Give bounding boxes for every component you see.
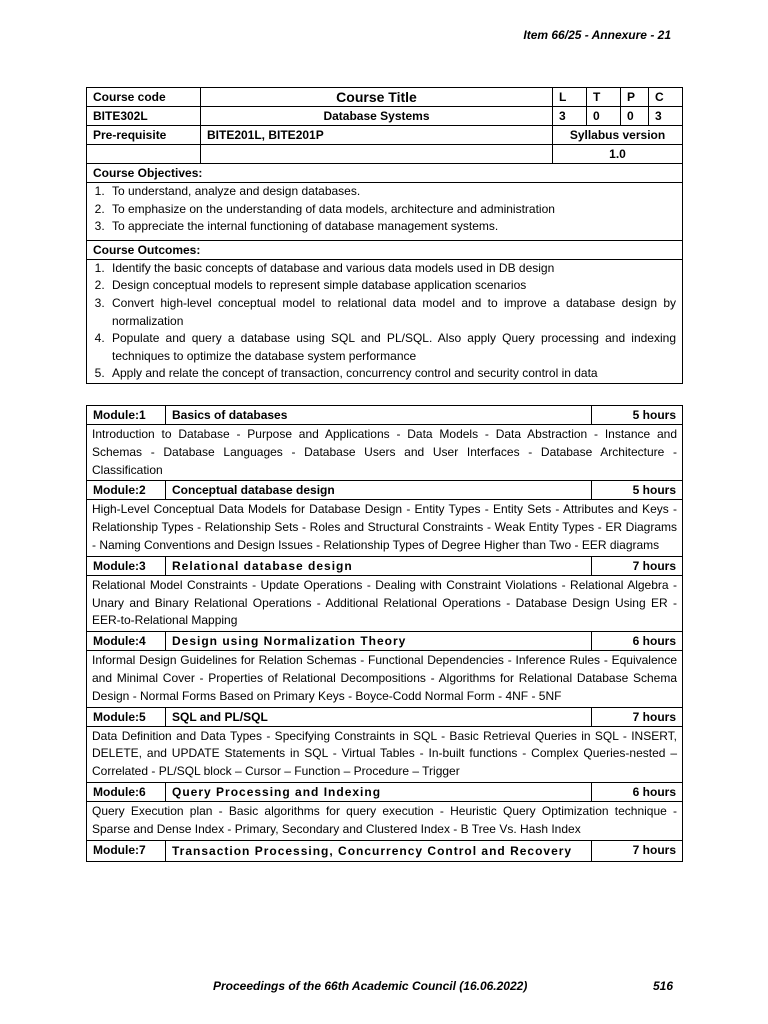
outcomes-row: [87, 259, 683, 383]
module-content-row: [87, 575, 683, 631]
empty-cell: [87, 145, 201, 164]
module-hours: 7 hours: [592, 840, 683, 861]
module-title: Query Processing and Indexing: [166, 782, 592, 801]
module-header-row: [87, 406, 683, 425]
course-title-label: Course Title: [201, 88, 553, 107]
syllabus-version-value: 1.0: [553, 145, 683, 164]
course-values-row: [87, 107, 683, 126]
course-header-row: [87, 88, 683, 107]
module-header-row: [87, 840, 683, 861]
outcome-item: 3. Convert high-level conceptual model to relational data model and to improve a database design by normalization: [108, 295, 676, 330]
syllabus-version-row: [87, 145, 683, 164]
ltpc-label-t: T: [587, 88, 621, 107]
objectives-label: Course Objectives:: [87, 164, 683, 183]
module-label: Module:7: [87, 840, 166, 861]
outcome-item: 5. Apply and relate the concept of transaction, concurrency control and security control in data: [108, 365, 676, 383]
module-title: Basics of databases: [166, 406, 592, 425]
module-content: Informal Design Guidelines for Relation Schemas - Functional Dependencies - Inference Rules - Equivalence and Minimal Cover - Properties of Relational Decompositions - Algorithms for Relational Database Schema Design - Normal Forms Based on Primary Keys - Boyce-Codd Normal Form - 4NF - 5NF: [87, 651, 683, 707]
prerequisite-row: [87, 126, 683, 145]
ltpc-label-p: P: [621, 88, 649, 107]
outcomes-label-row: [87, 240, 683, 259]
course-code: BITE302L: [87, 107, 201, 126]
module-hours: 5 hours: [592, 406, 683, 425]
footer: [213, 979, 673, 993]
outcomes-label: Course Outcomes:: [87, 240, 683, 259]
module-content-row: [87, 801, 683, 840]
module-label: Module:5: [87, 707, 166, 726]
module-hours: 6 hours: [592, 632, 683, 651]
course-title: Database Systems: [201, 107, 553, 126]
course-code-label: Course code: [87, 88, 201, 107]
outcome-item: 2. Design conceptual models to represent simple database application scenarios: [108, 277, 676, 295]
module-content: Introduction to Database - Purpose and Applications - Data Models - Data Abstraction - Instance and Schemas - Database Languages - Database Users and User Interfaces - Database Architecture - Classification: [87, 425, 683, 481]
modules-table: [86, 405, 683, 862]
empty-cell: [201, 145, 553, 164]
outcome-item: 1. Identify the basic concepts of database and various data models used in DB design: [108, 260, 676, 278]
module-title: Design using Normalization Theory: [166, 632, 592, 651]
module-header-row: [87, 632, 683, 651]
module-content-row: [87, 726, 683, 782]
module-content: Data Definition and Data Types - Specifying Constraints in SQL - Basic Retrieval Queries in SQL - INSERT, DELETE, and UPDATE Statements in SQL - Virtual Tables - In-built functions - Complex Queries-nested – Correlated - PL/SQL block – Cursor – Function – Procedure – Trigger: [87, 726, 683, 782]
document-reference: Item 66/25 - Annexure - 21: [523, 28, 671, 42]
module-header-row: [87, 481, 683, 500]
module-title: Conceptual database design: [166, 481, 592, 500]
course-info-table: [86, 87, 683, 384]
objective-item: 3. To appreciate the internal functioning of database management systems.: [108, 218, 676, 236]
syllabus-version-label: Syllabus version: [553, 126, 683, 145]
module-hours: 7 hours: [592, 556, 683, 575]
module-label: Module:6: [87, 782, 166, 801]
module-hours: 7 hours: [592, 707, 683, 726]
objectives-row: [87, 183, 683, 241]
outcomes-cell: [87, 259, 683, 383]
ltpc-value-t: 0: [587, 107, 621, 126]
outcome-item: 4. Populate and query a database using SQL and PL/SQL. Also apply Query processing and indexing techniques to optimize the database system performance: [108, 330, 676, 365]
objectives-label-row: [87, 164, 683, 183]
module-label: Module:4: [87, 632, 166, 651]
module-content: High-Level Conceptual Data Models for Database Design - Entity Types - Entity Sets - Attributes and Keys - Relationship Types - Relationship Sets - Roles and Structural Constraints - Weak Entity Types - ER Diagrams - Naming Conventions and Design Issues - Relationship Types of Degree Higher than Two - EER diagrams: [87, 500, 683, 556]
prerequisite-value: BITE201L, BITE201P: [201, 126, 553, 145]
ltpc-value-p: 0: [621, 107, 649, 126]
module-title: Relational database design: [166, 556, 592, 575]
module-label: Module:1: [87, 406, 166, 425]
ltpc-label-l: L: [553, 88, 587, 107]
page-number: 516: [652, 979, 673, 993]
module-header-row: [87, 556, 683, 575]
module-label: Module:3: [87, 556, 166, 575]
module-content-row: [87, 651, 683, 707]
module-label: Module:2: [87, 481, 166, 500]
objectives-list: [89, 183, 676, 236]
module-content: Relational Model Constraints - Update Operations - Dealing with Constraint Violations - Relational Algebra - Unary and Binary Relational Operations - Additional Relational Operations - Database Design Using ER - EER-to-Relational Mapping: [87, 575, 683, 631]
module-title: SQL and PL/SQL: [166, 707, 592, 726]
objectives-cell: [87, 183, 683, 241]
ltpc-value-c: 3: [649, 107, 683, 126]
prerequisite-label: Pre-requisite: [87, 126, 201, 145]
ltpc-label-c: C: [649, 88, 683, 107]
ltpc-value-l: 3: [553, 107, 587, 126]
objective-item: 2. To emphasize on the understanding of data models, architecture and administration: [108, 201, 676, 219]
module-content: Query Execution plan - Basic algorithms for query execution - Heuristic Query Optimization technique - Sparse and Dense Index - Primary, Secondary and Clustered Index - B Tree Vs. Hash Index: [87, 801, 683, 840]
module-hours: 6 hours: [592, 782, 683, 801]
module-header-row: [87, 782, 683, 801]
module-content-row: [87, 425, 683, 481]
module-header-row: [87, 707, 683, 726]
module-title: Transaction Processing, Concurrency Control and Recovery: [166, 840, 592, 861]
outcomes-list: [89, 260, 676, 383]
footer-text: Proceedings of the 66th Academic Council (16.06.2022): [213, 979, 528, 993]
module-content-row: [87, 500, 683, 556]
objective-item: 1. To understand, analyze and design databases.: [108, 183, 676, 201]
module-hours: 5 hours: [592, 481, 683, 500]
